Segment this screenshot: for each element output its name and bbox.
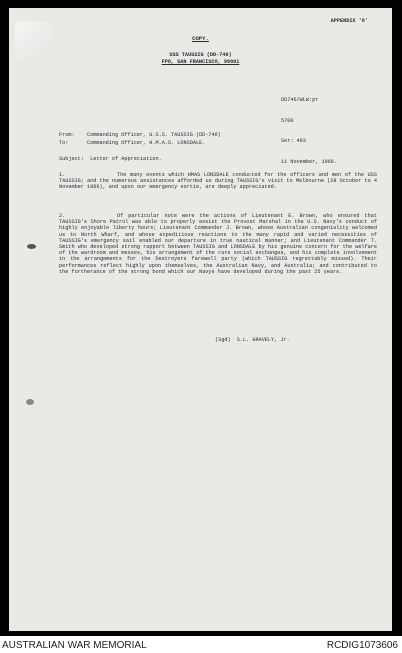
- paragraph-2: [59, 213, 377, 275]
- letter-date: 11 November, 1966.: [281, 158, 338, 165]
- copy-heading: COPY.: [192, 35, 209, 42]
- to-label: To:: [59, 140, 69, 146]
- paragraph-2-text: Of particular note were the actions of Lieutenant E. Brown, who ensured that TAUSSIG's Shore Patrol was able to properly assist the Provost Marshal in the U.S. Navy's conduct of highly enjoyable liberty hours; Lieutenant Commander J. Brown, whose Australian congeniality welcomed us to North Wharf, and whose expeditious reactions to the many rapid and varied necessities of TAUSSIG's emergency sail enabled our departure in true nautical manner; and Lieutenant Commander T. Smith who developed strong rapport between TAUSSIG and LONSDALE by his genuine concern for the welfare of the wardroom and messes, his arrangement of the rare social exchanges, and his complete involvement in the arrangements for the Destroyers farewell party (which TAUSSIG regrettably missed). Their performances reflect highly upon themselves, the Australian Navy, and Australia; and contributed to the furtherance of the strong bond which our Navys have developed during the past 25 years.: [59, 213, 377, 275]
- signature-line: (Sgd) S.L. GRAVELY, Jr.: [215, 337, 290, 343]
- from-line: [59, 132, 221, 138]
- ship-heading: USS TAUSSIG (DD-746): [169, 52, 232, 58]
- file-reference: DD746/WLW:pr: [281, 97, 319, 104]
- punch-hole: [26, 399, 34, 405]
- subject-line: Subject: Letter of Appreciation.: [59, 156, 162, 162]
- document-page: [9, 8, 392, 631]
- reference-block: [281, 84, 337, 178]
- fpo-heading: FPO, SAN FRANCISCO, 96601: [161, 59, 240, 65]
- from-value: Commanding Officer, U.S.S. TAUSSIG (DD-746): [87, 132, 221, 138]
- punch-hole: [27, 244, 36, 249]
- to-value: Commanding Officer, H.M.A.S. LONSDALE.: [87, 140, 206, 146]
- paragraph-2-number: 2.: [59, 213, 66, 219]
- record-id: RCDIG1073606: [326, 640, 398, 651]
- to-line: [59, 140, 205, 146]
- paragraph-1-number: 1.: [59, 172, 66, 178]
- from-label: From:: [59, 132, 75, 138]
- serial-reference: Ser: 493: [281, 138, 306, 145]
- archive-name: AUSTRALIAN WAR MEMORIAL: [2, 640, 147, 651]
- code-reference: 5700: [281, 117, 294, 124]
- archive-footer: [0, 636, 402, 653]
- paragraph-1-text: The many events which HMAS LONSDALE conducted for the officers and men of the USS TAUSSIG; and the numerous assistances afforded us during TAUSSIG's visit to Melbourne (28 October to 4 November 1966), and upon our emergency sortie, are deeply appreciated.: [59, 172, 377, 191]
- appendix-label: APPENDIX '6': [330, 18, 368, 24]
- paragraph-1: [59, 172, 377, 191]
